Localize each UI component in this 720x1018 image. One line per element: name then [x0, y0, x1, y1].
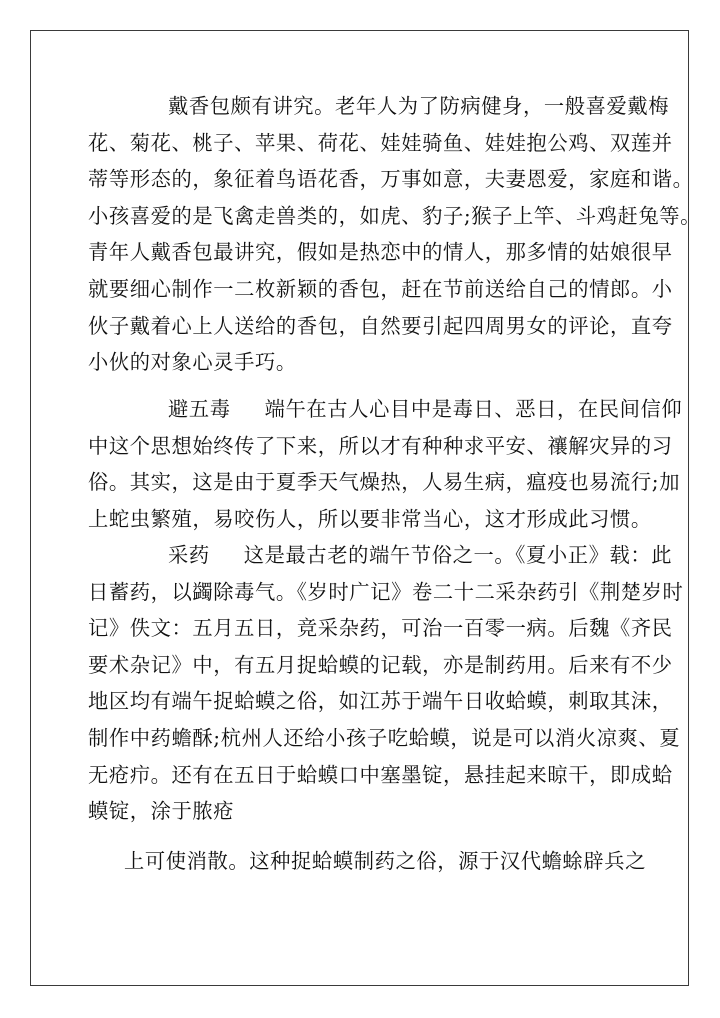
text-line: 花、菊花、桃子、苹果、荷花、娃娃骑鱼、娃娃抱公鸡、双莲并 — [88, 130, 673, 155]
section-heading: 采药 — [168, 543, 210, 567]
text-line: 青年人戴香包最讲究，假如是热恋中的情人，那多情的姑娘很早 — [88, 240, 673, 265]
text-line: 小孩喜爱的是飞禽走兽类的，如虎、豹子;猴子上竿、斗鸡赶兔等。 — [88, 203, 701, 228]
text-line — [88, 391, 683, 428]
text-line: 日蓄药，以蠲除毒气。《岁时广记》卷二十二采杂药引《荆楚岁时 — [88, 579, 684, 604]
text-line: 蒂等形态的，象征着鸟语花香，万事如意，夫妻恩爱，家庭和谐。 — [88, 167, 694, 192]
section-heading: 避五毒 — [168, 397, 231, 421]
paragraph-continuation — [88, 843, 648, 880]
text-line: 地区均有端午捉蛤蟆之俗，如江苏于端午日收蛤蟆，刺取其沫， — [88, 689, 673, 714]
text-line: 戴香包颇有讲究。老年人为了防病健身，一般喜爱戴梅 — [168, 94, 670, 118]
text-line — [88, 537, 673, 574]
text-line: 要术杂记》中，有五月捉蛤蟆的记载，亦是制药用。后来有不少 — [88, 652, 673, 677]
text-line: 中这个思想始终传了下来，所以才有种种求平安、禳解灾异的习 — [88, 433, 673, 458]
paragraph-sachet — [88, 88, 701, 381]
text-line: 制作中药蟾酥;杭州人还给小孩子吃蛤蟆，说是可以消火凉爽、夏 — [88, 725, 681, 750]
text-line-rest: 这是最古老的端午节俗之一。《夏小正》载：此 — [243, 543, 673, 567]
paragraph-herbs — [88, 537, 684, 830]
text-line: 上蛇虫繁殖，易咬伤人，所以要非常当心，这才形成此习惯。 — [88, 506, 652, 531]
text-line: 小伙的对象心灵手巧。 — [88, 350, 297, 375]
paragraph-five-poisons — [88, 391, 683, 537]
text-line: 俗。其实，这是由于夏季天气燥热，人易生病，瘟疫也易流行;加 — [88, 470, 681, 495]
text-line: 上可使消散。这种捉蛤蟆制药之俗，源于汉代蟾蜍辟兵之 — [124, 849, 647, 873]
text-line: 伙子戴着心上人送给的香包，自然要引起四周男女的评论，直夸 — [88, 313, 673, 338]
text-line: 无疮疖。还有在五日于蛤蟆口中塞墨锭，悬挂起来晾干，即成蛤 — [88, 762, 673, 787]
text-line: 记》佚文：五月五日，竞采杂药，可治一百零一病。后魏《齐民 — [88, 616, 673, 641]
text-line: 蟆锭，涂于脓疮 — [88, 799, 235, 824]
text-line-rest: 端午在古人心目中是毒日、恶日，在民间信仰 — [264, 397, 683, 421]
text-line: 就要细心制作一二枚新颖的香包，赶在节前送给自己的情郎。小 — [88, 276, 673, 301]
